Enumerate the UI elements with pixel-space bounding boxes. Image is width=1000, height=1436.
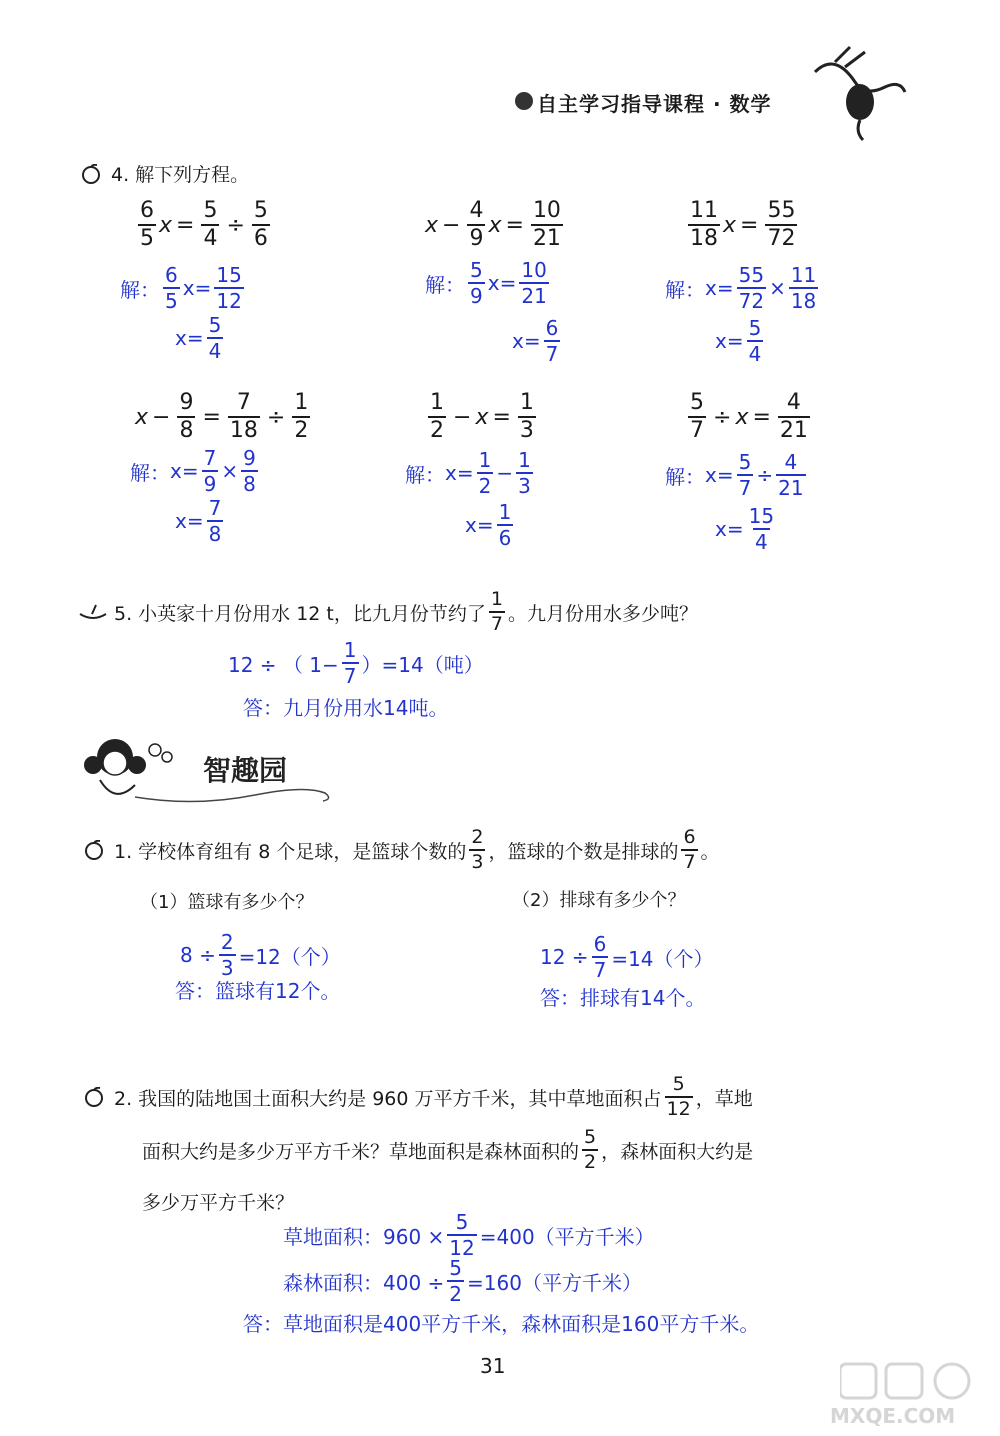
p2-line1: 2. 我国的陆地国土面积大约是 960 万平方千米，其中草地面积占 $\frac{5}{12}$ ，草地 — [78, 1075, 753, 1119]
watermark-text: MXQE.COM — [830, 1404, 956, 1428]
q5-calculation: 12 ÷ （ 1− $\frac{1}{7}$ ）=14（吨） — [228, 638, 484, 688]
apple-icon — [78, 1087, 108, 1107]
page-header — [515, 82, 915, 132]
q4-title-text: 4. 解下列方程。 — [111, 164, 250, 186]
header-title: 自主学习指导课程 · 数学 — [537, 92, 772, 116]
q4-solution-5-step1: 解： x = $\frac{1}{2}$ − $\frac{1}{3}$ — [405, 448, 531, 498]
watermark-logo — [820, 1360, 990, 1430]
fraction: $\frac{5}{6}$ — [253, 198, 268, 251]
boat-icon — [78, 602, 108, 622]
q4-solution-3-step1: 解： x = $\frac{55}{72}$ × $\frac{11}{18}$ — [665, 263, 817, 313]
p2-line3: 多少万平方千米？ — [142, 1192, 295, 1214]
q5-answer: 答：九月份用水14吨。 — [243, 696, 449, 720]
q4-solution-5-step2: x = $\frac{1}{6}$ — [465, 500, 512, 550]
q4-solution-1-step2: x = $\frac{5}{4}$ — [175, 313, 222, 363]
page-number: 31 — [480, 1354, 506, 1378]
q4-solution-6-step2: x = $\frac{15}{4}$ — [715, 504, 775, 554]
q4-problem-4: x − $\frac{9}{8}$ = $\frac{7}{18}$ ÷ $\frac{1}{2}$ — [135, 390, 309, 443]
p1-sub2: （2）排球有多少个？ — [512, 890, 686, 911]
p1-answer1: 答：篮球有12个。 — [175, 979, 341, 1003]
apple-icon — [75, 164, 105, 184]
section-title: 智趣园 — [203, 754, 288, 787]
p2-calc1: 草地面积：960 × $\frac{5}{12}$ =400（平方千米） — [283, 1210, 655, 1260]
q4-solution-1-step1: 解： $\frac{6}{5}$ x = $\frac{15}{12}$ — [120, 263, 242, 313]
p2-answer: 答：草地面积是400平方千米，森林面积是160平方千米。 — [243, 1312, 760, 1336]
section-banner — [75, 735, 335, 805]
q4-title — [75, 160, 249, 187]
header-bullet-icon — [515, 92, 533, 110]
q4-problem-2: x − $\frac{4}{9}$ x = $\frac{10}{21}$ — [425, 198, 561, 251]
q4-solution-3-step2: x = $\frac{5}{4}$ — [715, 316, 762, 366]
p2-calc2: 森林面积：400 ÷ $\frac{5}{2}$ =160（平方千米） — [283, 1256, 642, 1306]
q4-problem-1: $\frac{6}{5}$ x = $\frac{5}{4}$ ÷ $\frac{5}{6}$ — [140, 198, 268, 251]
p1-question: 1. 学校体育组有 8 个足球，是篮球个数的 $\frac{2}{3}$ ，篮球的个数是排球的 $\frac{6}{7}$ 。 — [78, 828, 720, 872]
fraction: $\frac{6}{5}$ — [140, 198, 154, 251]
p1-answer2: 答：排球有14个。 — [540, 986, 706, 1010]
p1-calc1: 8 ÷ $\frac{2}{3}$ =12（个） — [180, 930, 341, 980]
p1-sub1: （1）篮球有多少个？ — [140, 892, 314, 913]
q4-solution-4-step1: 解： x = $\frac{7}{9}$ × $\frac{9}{8}$ — [130, 446, 256, 496]
q4-problem-6: $\frac{5}{7}$ ÷ x = $\frac{4}{21}$ — [690, 390, 808, 443]
q4-solution-4-step2: x = $\frac{7}{8}$ — [175, 496, 222, 546]
apple-icon — [78, 840, 108, 860]
q4-solution-2-step1: 解： $\frac{5}{9}$ x = $\frac{10}{21}$ — [425, 258, 547, 308]
watermark-emblem-icon — [840, 1360, 980, 1402]
fraction: $\frac{5}{4}$ — [203, 198, 218, 251]
swirl-decoration-icon — [135, 773, 335, 805]
q4-solution-6-step1: 解： x = $\frac{5}{7}$ ÷ $\frac{4}{21}$ — [665, 450, 804, 500]
p1-calc2: 12 ÷ $\frac{6}{7}$ =14（个） — [540, 932, 714, 982]
q4-solution-2-step2: x = $\frac{6}{7}$ — [512, 316, 559, 366]
q5-question: 5. 小英家十月份用水 12 t，比九月份节约了 $\frac{1}{7}$ 。九月份用水多少吨？ — [78, 590, 698, 634]
p2-line2: 面积大约是多少万平方千米？草地面积是森林面积的 $\frac{5}{2}$ ，森林面积大约是 — [142, 1126, 754, 1173]
q4-problem-3: $\frac{11}{18}$ x = $\frac{55}{72}$ — [690, 198, 796, 251]
q4-problem-5: $\frac{1}{2}$ − x = $\frac{1}{3}$ — [430, 390, 534, 443]
bird-decoration-icon — [805, 42, 915, 142]
